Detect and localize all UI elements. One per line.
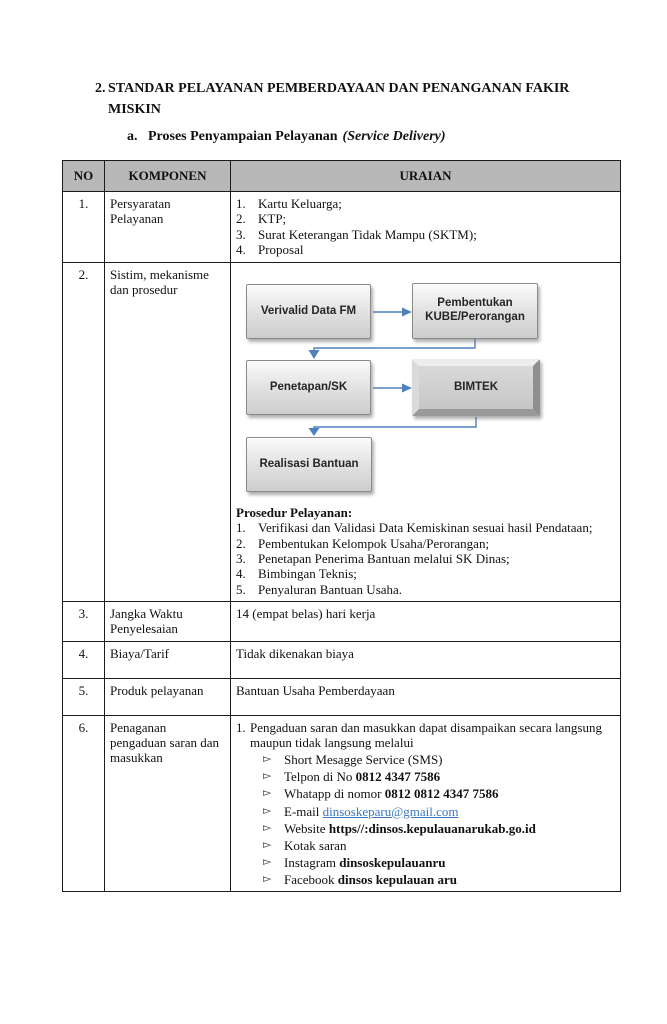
uraian-cell	[231, 715, 621, 891]
contact-item-website: ▻ Website https//:dinsos.kepulauanarukab.go.id	[263, 820, 536, 836]
uraian-cell: Bantuan Usaha Pemberdayaan	[231, 678, 621, 715]
contact-item-email: ▻ E-mail dinsoskeparu@gmail.com	[263, 803, 459, 819]
arrow-bullet-icon: ▻	[263, 769, 272, 783]
complaint-intro: 1. Pengaduan saran dan masukkan dapat disampaikan secara langsung maupun tidak langsung melalui	[236, 719, 602, 750]
row-number: 3.	[63, 601, 105, 641]
requirement-item: 3. Surat Keterangan Tidak Mampu (SKTM);	[236, 226, 477, 242]
table-row	[63, 715, 621, 891]
komponen-cell: Sistim, mekanisme dan prosedur	[105, 263, 231, 602]
procedure-flowchart	[236, 271, 616, 499]
row-number: 5.	[63, 678, 105, 715]
phone-number: 0812 4347 7586	[355, 769, 441, 785]
header-no: NO	[63, 161, 105, 192]
procedure-item: 1. Verifikasi dan Validasi Data Kemiskinan sesuai hasil Pendataan;	[236, 520, 593, 536]
website-url: https//:dinsos.kepulauanarukab.go.id	[328, 820, 536, 836]
instagram-handle: dinsoskepulauanru	[339, 854, 446, 870]
contact-item-whatsapp: ▻ Whatapp di nomor 0812 0812 4347 7586	[263, 786, 499, 802]
sub-heading-text: Proses Penyampaian Pelayanan	[148, 129, 338, 144]
flowchart-step-verivalid: Verivalid Data FM	[246, 284, 371, 339]
row-number: 6.	[63, 715, 105, 891]
sub-heading	[127, 129, 446, 145]
arrow-bullet-icon: ▻	[263, 871, 272, 885]
uraian-cell: Tidak dikenakan biaya	[231, 641, 621, 678]
contact-item-facebook: ▻ Facebook dinsos kepulauan aru	[263, 871, 458, 887]
header-uraian: URAIAN	[231, 161, 621, 192]
flowchart-step-realisasi: Realisasi Bantuan	[246, 437, 372, 492]
flowchart-step-bimtek: BIMTEK	[412, 359, 540, 416]
contact-item-sms: ▻ Short Mesagge Service (SMS)	[263, 752, 443, 768]
procedure-item: 3. Penetapan Penerima Bantuan melalui SK Dinas;	[236, 550, 510, 566]
facebook-handle: dinsos kepulauan aru	[337, 871, 458, 887]
table-row	[63, 192, 621, 263]
arrow-bullet-icon: ▻	[263, 837, 272, 851]
section-title: STANDAR PELAYANAN PEMBERDAYAAN DAN PENANGANAN FAKIR MISKIN	[108, 81, 570, 117]
whatsapp-number: 0812 0812 4347 7586	[384, 786, 499, 802]
sub-heading-marker: a.	[127, 129, 138, 144]
arrow-bullet-icon: ▻	[263, 803, 272, 817]
uraian-cell	[231, 263, 621, 602]
uraian-cell: 14 (empat belas) hari kerja	[231, 601, 621, 641]
section-number: 2.	[95, 81, 106, 96]
requirement-item: 2. KTP;	[236, 211, 287, 227]
arrow-bullet-icon: ▻	[263, 820, 272, 834]
table-row	[63, 601, 621, 641]
procedure-item: 4. Bimbingan Teknis;	[236, 566, 357, 582]
contact-item-suggestion-box: ▻ Kotak saran	[263, 837, 347, 853]
service-standard-table	[62, 160, 621, 892]
flowchart-step-pembentukan: Pembentukan KUBE/Perorangan	[412, 283, 538, 339]
flowchart-step-penetapan: Penetapan/SK	[246, 360, 371, 415]
komponen-cell: Biaya/Tarif	[105, 641, 231, 678]
procedure-item: 5. Penyaluran Bantuan Usaha.	[236, 581, 403, 597]
komponen-cell: Persyaratan Pelayanan	[105, 192, 231, 263]
table-row	[63, 641, 621, 678]
procedure-item: 2. Pembentukan Kelompok Usaha/Perorangan;	[236, 535, 490, 551]
section-heading	[95, 78, 578, 120]
uraian-cell	[231, 192, 621, 263]
arrow-bullet-icon: ▻	[263, 786, 272, 800]
contact-item-phone: ▻ Telpon di No 0812 4347 7586	[263, 769, 441, 785]
komponen-cell: Jangka Waktu Penyelesaian	[105, 601, 231, 641]
contact-item-instagram: ▻ Instagram dinsoskepulauanru	[263, 854, 446, 870]
arrow-bullet-icon: ▻	[263, 854, 272, 868]
row-number: 1.	[63, 192, 105, 263]
komponen-cell: Penaganan pengaduan saran dan masukkan	[105, 715, 231, 891]
requirement-item: 4. Proposal	[236, 241, 304, 257]
komponen-cell: Produk pelayanan	[105, 678, 231, 715]
table-header-row	[63, 161, 621, 192]
header-komponen: KOMPONEN	[105, 161, 231, 192]
procedure-title: Prosedur Pelayanan:	[236, 505, 353, 520]
table-row	[63, 263, 621, 602]
table-row	[63, 678, 621, 715]
arrow-bullet-icon: ▻	[263, 752, 272, 766]
row-number: 2.	[63, 263, 105, 602]
email-link[interactable]: dinsoskeparu@gmail.com	[322, 803, 459, 819]
sub-heading-italic: (Service Delivery)	[342, 129, 446, 144]
row-number: 4.	[63, 641, 105, 678]
requirement-item: 1. Kartu Keluarga;	[236, 196, 342, 211]
